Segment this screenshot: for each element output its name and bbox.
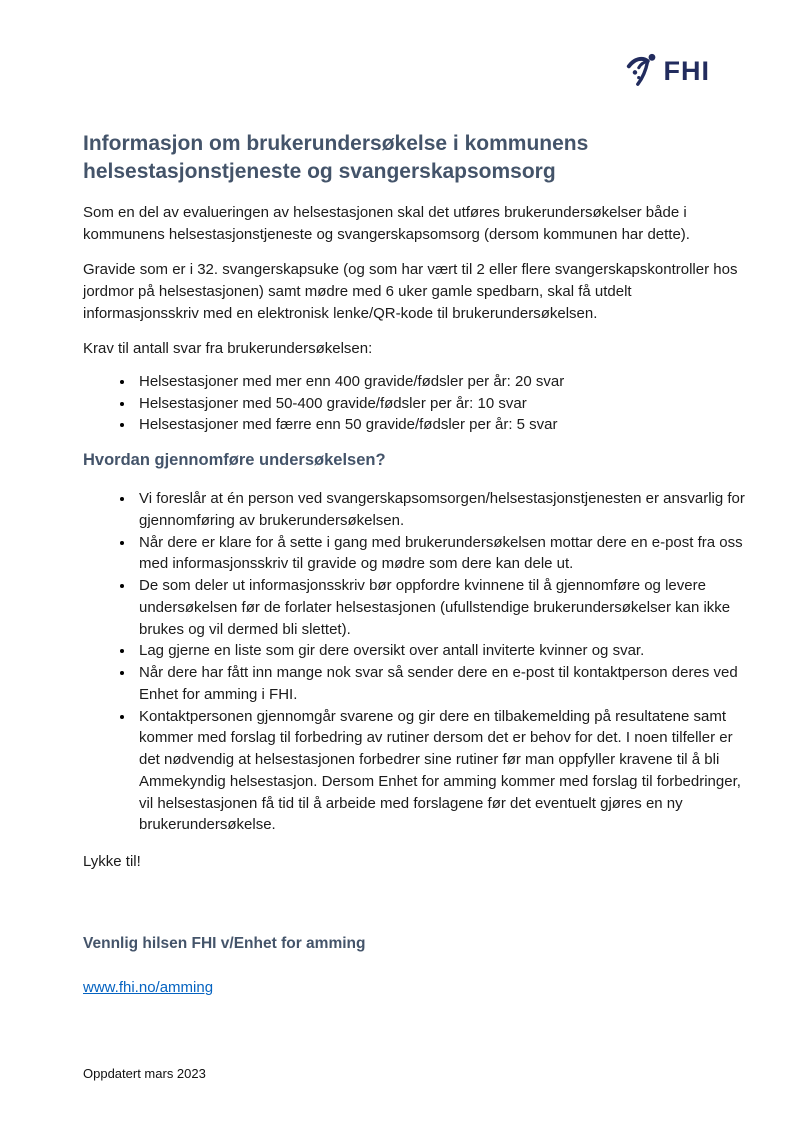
section-heading-how-to: Hvordan gjennomføre undersøkelsen? bbox=[83, 451, 386, 470]
list-item: • Når dere har fått inn mange nok svar så sender dere en e-post til kontaktperson deres ved Enhet for amming i FHI. bbox=[135, 662, 745, 706]
fhi-amming-link[interactable]: www.fhi.no/amming bbox=[83, 979, 214, 997]
list-item: • Helsestasjoner med mer enn 400 gravide/fødsler per år: 20 svar bbox=[135, 371, 745, 393]
list-item: • Når dere er klare for å sette i gang med brukerundersøkelsen mottar dere en e-post fra oss med informasjonsskriv til gravide og mødre som dere kan dele ut. bbox=[135, 532, 745, 576]
requirements-intro: Krav til antall svar fra brukerundersøkelsen: bbox=[83, 339, 373, 357]
fhi-logo bbox=[626, 52, 711, 90]
page-title: Informasjon om brukerundersøkelse i kommunens helsestasjonstjeneste og svangerskapsomsorg bbox=[83, 132, 589, 184]
list-item: • Helsestasjoner med færre enn 50 gravide/fødsler per år: 5 svar bbox=[135, 414, 745, 436]
list-item: • Vi foreslår at én person ved svangerskapsomsorgen/helsestasjonstjenesten er ansvarlig for gjennomføring av brukerundersøkelsen. bbox=[135, 488, 745, 532]
list-item: • Helsestasjoner med 50-400 gravide/fødsler per år: 10 svar bbox=[135, 393, 745, 415]
document-content bbox=[83, 130, 745, 997]
closing-text: Lykke til! bbox=[83, 853, 141, 871]
updated-date-note: Oppdatert mars 2023 bbox=[83, 1066, 206, 1081]
list-item: • De som deler ut informasjonsskriv bør oppfordre kvinnene til å gjennomføre og levere undersøkelsen før de forlater helsestasjonen (ufullstendige brukerundersøkelser kan ikke brukes og vil dermed bli slettet). bbox=[135, 575, 745, 640]
intro-paragraph-1: Som en del av evalueringen av helsestasjonen skal det utføres brukerundersøkelser både i kommunens helsestasjonstjeneste og svangerskapsomsorg (dersom kommunen har dette). bbox=[83, 203, 690, 243]
fhi-figure-icon bbox=[626, 52, 660, 90]
list-item: • Lag gjerne en liste som gir dere oversikt over antall inviterte kvinner og svar. bbox=[135, 640, 745, 662]
list-item: • Kontaktpersonen gjennomgår svarene og gir dere en tilbakemelding på resultatene samt kommer med forslag til forbedring av rutiner dersom det er behov for det. I noen tilfeller er det nødvendig at helsestasjonen forbedrer sine rutiner før man oppfyller kravene til å bli Ammekyndig helsestasjon. Dersom Enhet for amming kommer med forslag til forbedringer, vil helsestasjonen få tid til å arbeide med forslagene før det eventuelt gjøres en ny brukerundersøkelse. bbox=[135, 706, 745, 837]
intro-paragraph-2: Gravide som er i 32. svangerskapsuke (og som har vært til 2 eller flere svangerskapskontroller hos jordmor på helsestasjonen) samt mødre med 6 uker gamle spedbarn, skal få utdelt informasjonsskriv med en elektronisk lenke/QR-kode til brukerundersøkelsen. bbox=[83, 260, 738, 322]
signature-line: Vennlig hilsen FHI v/Enhet for amming bbox=[83, 935, 366, 953]
fhi-logo-text: FHI bbox=[663, 55, 710, 86]
requirements-list bbox=[83, 371, 745, 436]
steps-list bbox=[83, 488, 745, 836]
